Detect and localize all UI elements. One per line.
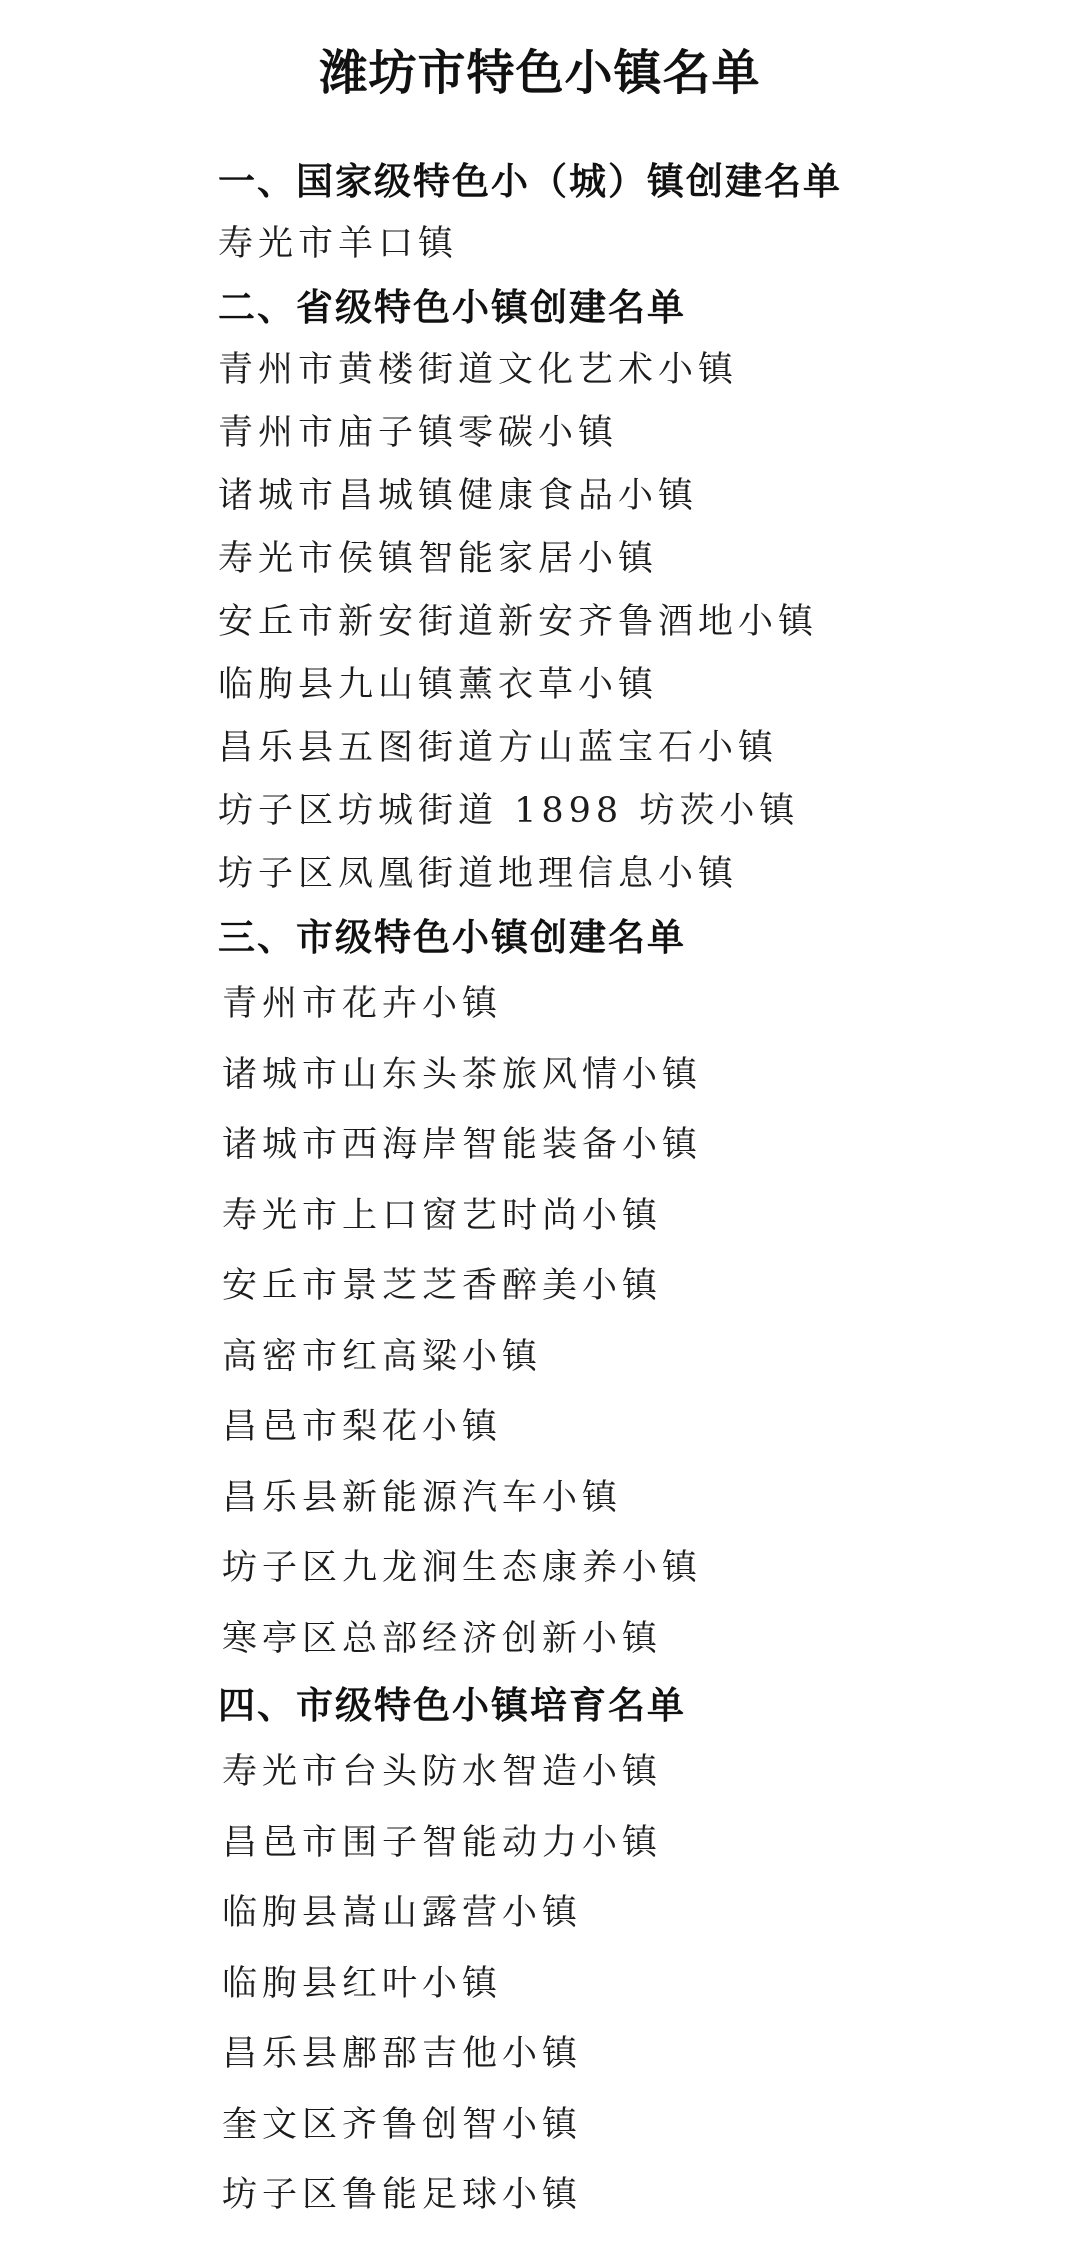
list-item: 寒亭区总部经济创新小镇	[222, 1618, 663, 1659]
document-body	[218, 150, 1038, 2231]
list-item: 安丘市新安街道新安齐鲁酒地小镇	[218, 602, 819, 642]
list-item: 临朐县九山镇薰衣草小镇	[218, 665, 659, 705]
list-item: 昌乐县鄌郚吉他小镇	[222, 2034, 583, 2074]
section-municipal-cultivation	[218, 1674, 1038, 2231]
list-item: 坊子区凤凰街道地理信息小镇	[218, 854, 739, 894]
section-heading: 一、国家级特色小（城）镇创建名单	[218, 160, 842, 203]
section-provincial	[218, 276, 1038, 906]
list-item: 青州市花卉小镇	[222, 984, 503, 1024]
section-municipal-creation	[218, 906, 1038, 1674]
list-item: 临朐县红叶小镇	[222, 1963, 503, 2004]
list-item: 高密市红高粱小镇	[222, 1336, 543, 1377]
list-item: 坊子区鲁能足球小镇	[222, 2175, 583, 2215]
list-item: 青州市庙子镇零碳小镇	[218, 413, 619, 453]
list-item: 坊子区九龙涧生态康养小镇	[222, 1548, 703, 1588]
list-item: 昌乐县五图街道方山蓝宝石小镇	[218, 728, 779, 768]
list-item: 诸城市西海岸智能装备小镇	[222, 1125, 703, 1165]
list-item: 临朐县嵩山露营小镇	[222, 1893, 583, 1933]
list-item: 诸城市山东头茶旅风情小镇	[222, 1054, 703, 1095]
list-item: 安丘市景芝芝香醉美小镇	[222, 1266, 663, 1306]
list-item: 寿光市上口窗艺时尚小镇	[222, 1195, 663, 1236]
section-heading: 二、省级特色小镇创建名单	[218, 286, 686, 329]
list-item: 昌乐县新能源汽车小镇	[222, 1477, 623, 1518]
list-item: 昌邑市围子智能动力小镇	[222, 1822, 663, 1863]
section-heading: 四、市级特色小镇培育名单	[218, 1684, 686, 1727]
section-national	[218, 150, 1038, 276]
list-item: 坊子区坊城街道 1898 坊茨小镇	[218, 791, 800, 831]
list-item: 寿光市侯镇智能家居小镇	[218, 539, 659, 579]
list-item: 寿光市台头防水智造小镇	[222, 1752, 663, 1792]
list-item: 寿光市羊口镇	[218, 224, 459, 264]
list-item: 诸城市昌城镇健康食品小镇	[218, 476, 699, 516]
list-item: 奎文区齐鲁创智小镇	[222, 2104, 583, 2145]
list-item: 昌邑市梨花小镇	[222, 1407, 503, 1447]
page-title: 潍坊市特色小镇名单	[319, 45, 761, 101]
list-item: 青州市黄楼街道文化艺术小镇	[218, 350, 739, 390]
section-heading: 三、市级特色小镇创建名单	[218, 916, 686, 959]
